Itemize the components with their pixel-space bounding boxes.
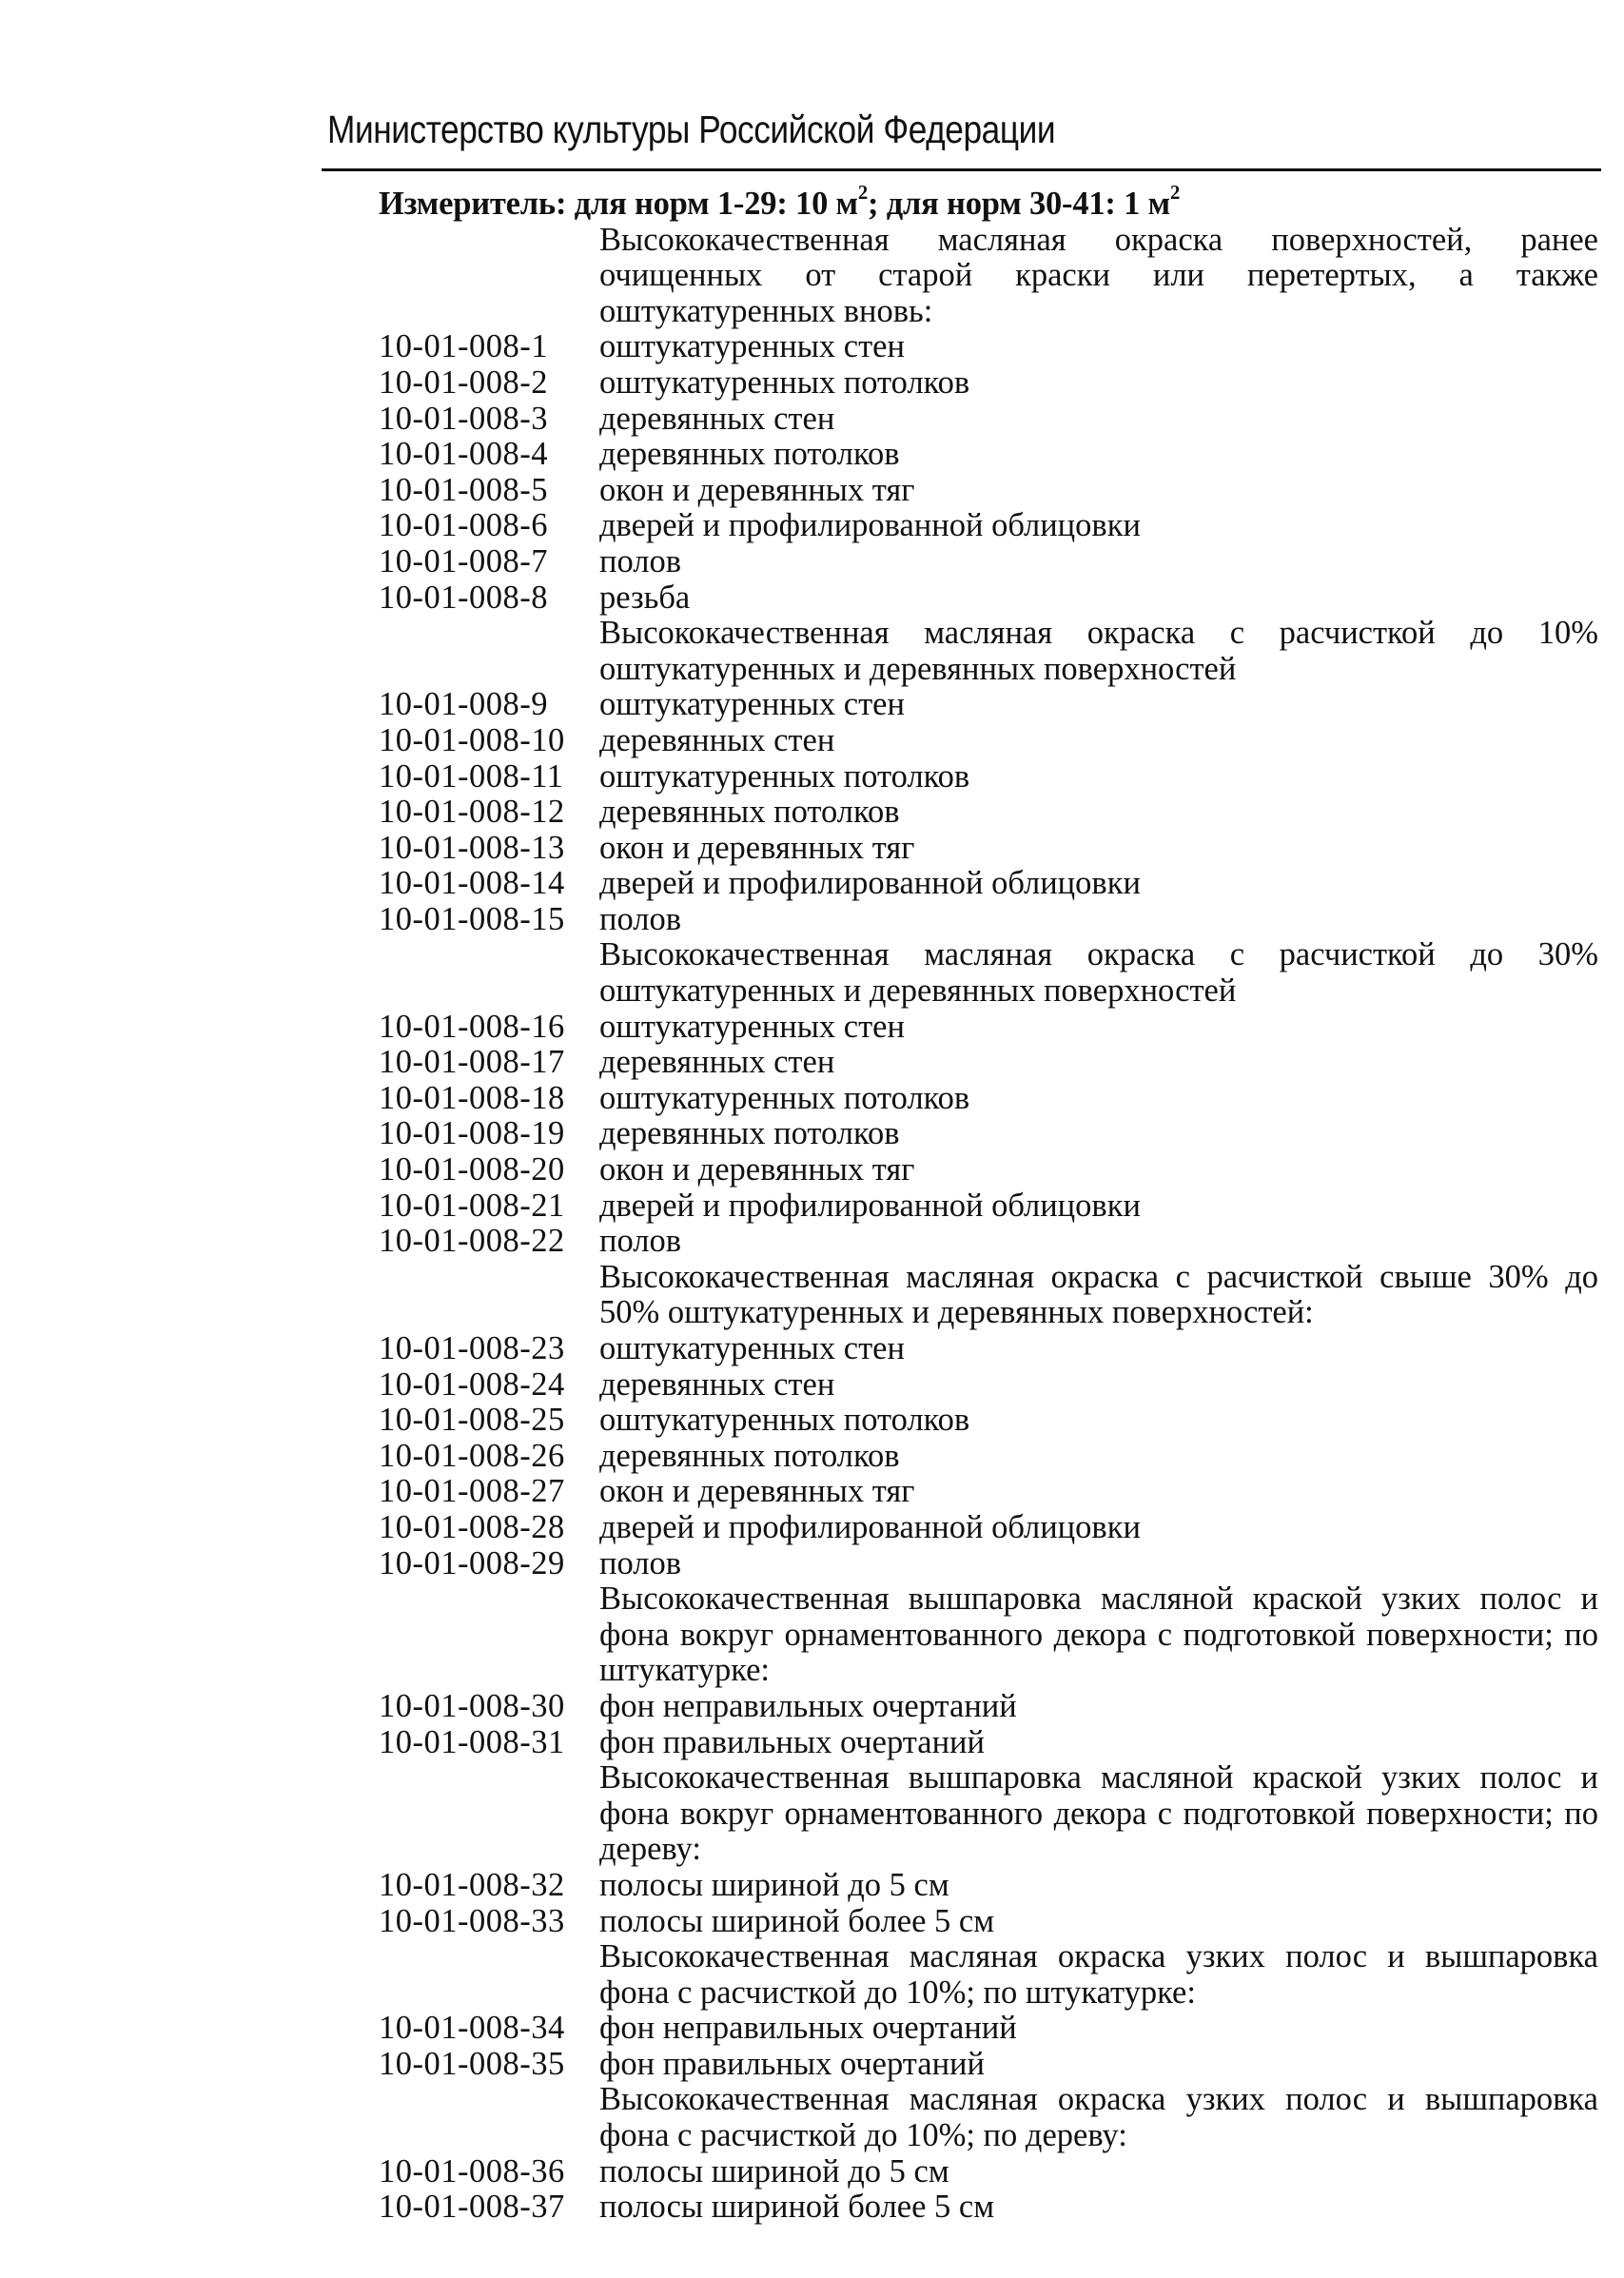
norm-row — [379, 508, 1606, 544]
norm-description: оштукатуренных потолков — [599, 1402, 970, 1439]
norm-description: деревянных потолков — [599, 1437, 900, 1474]
norm-row — [379, 723, 1606, 759]
measure-text-b: ; для норм 30-41: 1 м — [868, 186, 1170, 222]
norm-code: 10-01-008-6 — [379, 507, 548, 544]
norm-description: деревянных потолков — [599, 436, 900, 473]
norms-content — [379, 183, 1606, 2226]
norm-description: полов — [599, 1544, 682, 1581]
norm-row — [379, 1689, 1606, 1725]
section-heading: Высококачественная масляная окраска поверхностей, ранее очищенных от старой краски или перетертых, а также оштукатуренных вновь: — [599, 221, 1598, 329]
norm-row — [379, 580, 1606, 617]
norm-row — [379, 1367, 1606, 1404]
norm-code: 10-01-008-21 — [379, 1187, 565, 1224]
norm-description: деревянных стен — [599, 1365, 835, 1403]
norm-code: 10-01-008-7 — [379, 542, 548, 579]
norm-description: полосы шириной более 5 см — [599, 2189, 995, 2226]
measure-line — [379, 183, 1606, 223]
norm-row — [379, 544, 1606, 580]
norm-code: 10-01-008-22 — [379, 1223, 565, 1260]
norm-row — [379, 365, 1606, 402]
norm-description: оштукатуренных стен — [599, 328, 905, 365]
norm-row — [379, 2047, 1606, 2083]
norm-code: 10-01-008-1 — [379, 328, 548, 365]
norm-code: 10-01-008-13 — [379, 829, 565, 866]
norm-row — [379, 1546, 1606, 1582]
norm-code: 10-01-008-30 — [379, 1687, 565, 1724]
measure-sup-b: 2 — [1169, 183, 1181, 205]
norm-row — [379, 1474, 1606, 1510]
norm-code: 10-01-008-10 — [379, 721, 565, 758]
norm-row — [379, 1045, 1606, 1081]
measure-sup-a: 2 — [857, 183, 869, 205]
norm-description: полосы шириной до 5 см — [599, 1866, 949, 1903]
norm-code: 10-01-008-12 — [379, 794, 565, 831]
norm-row — [379, 2190, 1606, 2226]
norm-row — [379, 1152, 1606, 1188]
section-heading: Высококачественная масляная окраска с расчисткой свыше 30% до 50% оштукатуренных и деревянных поверхностей: — [599, 1258, 1598, 1331]
norm-row — [379, 1224, 1606, 1260]
norm-description: дверей и профилированной облицовки — [599, 1508, 1141, 1545]
section-heading: Высококачественная вышпаровка масляной краской узких полос и фона вокруг орнаментованного декора с подготовкой поверхности; по дереву: — [599, 1759, 1598, 1868]
norm-description: деревянных потолков — [599, 794, 900, 831]
norm-code: 10-01-008-26 — [379, 1437, 565, 1474]
measure-text-a: Измеритель: для норм 1-29: 10 м — [379, 186, 858, 222]
norm-code: 10-01-008-16 — [379, 1008, 565, 1045]
section-heading: Высококачественная вышпаровка масляной краской узких полос и фона вокруг орнаментованного декора с подготовкой поверхности; по штукатурке: — [599, 1581, 1598, 1689]
section-heading: Высококачественная масляная окраска с расчисткой до 10% оштукатуренных и деревянных поверхностей — [599, 615, 1598, 687]
norm-description: оштукатуренных потолков — [599, 757, 970, 795]
norm-row — [379, 1439, 1606, 1475]
norm-code: 10-01-008-17 — [379, 1044, 565, 1081]
norm-row — [379, 831, 1606, 867]
norm-code: 10-01-008-28 — [379, 1508, 565, 1545]
norm-description: фон неправильных очертаний — [599, 2010, 1017, 2047]
norm-description: оштукатуренных стен — [599, 1330, 905, 1366]
norm-description: окон и деревянных тяг — [599, 1151, 915, 1188]
section-heading: Высококачественная масляная окраска с расчисткой до 30% оштукатуренных и деревянных поверхностей — [599, 936, 1598, 1010]
norm-row — [379, 1904, 1606, 1940]
norm-description: деревянных стен — [599, 400, 835, 437]
norm-row — [379, 1116, 1606, 1152]
norm-row — [379, 1510, 1606, 1546]
norm-code: 10-01-008-24 — [379, 1365, 565, 1403]
norm-code: 10-01-008-2 — [379, 363, 548, 401]
norm-code: 10-01-008-8 — [379, 579, 548, 616]
norm-row — [379, 759, 1606, 795]
norm-description: оштукатуренных потолков — [599, 363, 970, 401]
norm-row — [379, 2154, 1606, 2190]
norm-description: фон неправильных очертаний — [599, 1687, 1017, 1724]
norm-code: 10-01-008-11 — [379, 757, 564, 795]
norm-description: оштукатуренных потолков — [599, 1079, 970, 1116]
norm-code: 10-01-008-20 — [379, 1151, 565, 1188]
norm-row — [379, 1331, 1606, 1367]
norm-code: 10-01-008-27 — [379, 1473, 565, 1510]
norm-description: фон правильных очертаний — [599, 1723, 985, 1760]
norm-description: полов — [599, 542, 682, 579]
norm-row — [379, 1188, 1606, 1225]
norm-code: 10-01-008-33 — [379, 1902, 565, 1939]
norm-description: полов — [599, 1223, 682, 1260]
norm-code: 10-01-008-32 — [379, 1866, 565, 1903]
norm-code: 10-01-008-25 — [379, 1402, 565, 1439]
norm-code: 10-01-008-37 — [379, 2189, 565, 2226]
norm-code: 10-01-008-3 — [379, 400, 548, 437]
norm-code: 10-01-008-14 — [379, 865, 565, 902]
norm-description: окон и деревянных тяг — [599, 471, 915, 508]
section-heading: Высококачественная масляная окраска узких полос и вышпаровка фона с расчисткой до 10%; по дереву: — [599, 2081, 1598, 2154]
norm-row — [379, 1868, 1606, 1904]
norm-code: 10-01-008-36 — [379, 2152, 565, 2190]
page-header: Министерство культуры Российской Федерации — [327, 108, 1056, 151]
norm-code: 10-01-008-23 — [379, 1330, 565, 1366]
section-heading: Высококачественная масляная окраска узких полос и вышпаровка фона с расчисткой до 10%; по штукатурке: — [599, 1938, 1598, 2011]
norm-row — [379, 687, 1606, 723]
norm-description: оштукатуренных стен — [599, 686, 905, 723]
norm-row — [379, 1010, 1606, 1046]
norm-blocks — [379, 223, 1606, 2226]
norm-row — [379, 795, 1606, 831]
header-divider — [322, 168, 1601, 171]
norm-row — [379, 2011, 1606, 2047]
norm-description: полосы шириной до 5 см — [599, 2152, 949, 2190]
norm-row — [379, 473, 1606, 509]
norm-description: дверей и профилированной облицовки — [599, 507, 1141, 544]
norm-row — [379, 437, 1606, 473]
norm-row — [379, 1081, 1606, 1117]
norm-code: 10-01-008-5 — [379, 471, 548, 508]
norm-description: оштукатуренных стен — [599, 1008, 905, 1045]
norm-description: полосы шириной более 5 см — [599, 1902, 995, 1939]
norm-description: деревянных стен — [599, 1044, 835, 1081]
norm-code: 10-01-008-31 — [379, 1723, 565, 1760]
norm-row — [379, 402, 1606, 438]
norm-description: полов — [599, 900, 682, 937]
norm-row — [379, 866, 1606, 902]
norm-description: резьба — [599, 579, 691, 616]
norm-code: 10-01-008-35 — [379, 2045, 565, 2082]
norm-code: 10-01-008-9 — [379, 686, 548, 723]
norm-description: окон и деревянных тяг — [599, 829, 915, 866]
norm-code: 10-01-008-18 — [379, 1079, 565, 1116]
norm-row — [379, 902, 1606, 938]
norm-code: 10-01-008-29 — [379, 1544, 565, 1581]
norm-description: фон правильных очертаний — [599, 2045, 985, 2082]
norm-description: дверей и профилированной облицовки — [599, 865, 1141, 902]
norm-row — [379, 1725, 1606, 1761]
norm-row — [379, 329, 1606, 365]
norm-code: 10-01-008-19 — [379, 1115, 565, 1152]
norm-code: 10-01-008-15 — [379, 900, 565, 937]
norm-description: окон и деревянных тяг — [599, 1473, 915, 1510]
norm-code: 10-01-008-34 — [379, 2010, 565, 2047]
norm-description: деревянных потолков — [599, 1115, 900, 1152]
norm-row — [379, 1403, 1606, 1439]
norm-description: дверей и профилированной облицовки — [599, 1187, 1141, 1224]
norm-code: 10-01-008-4 — [379, 436, 548, 473]
norm-description: деревянных стен — [599, 721, 835, 758]
